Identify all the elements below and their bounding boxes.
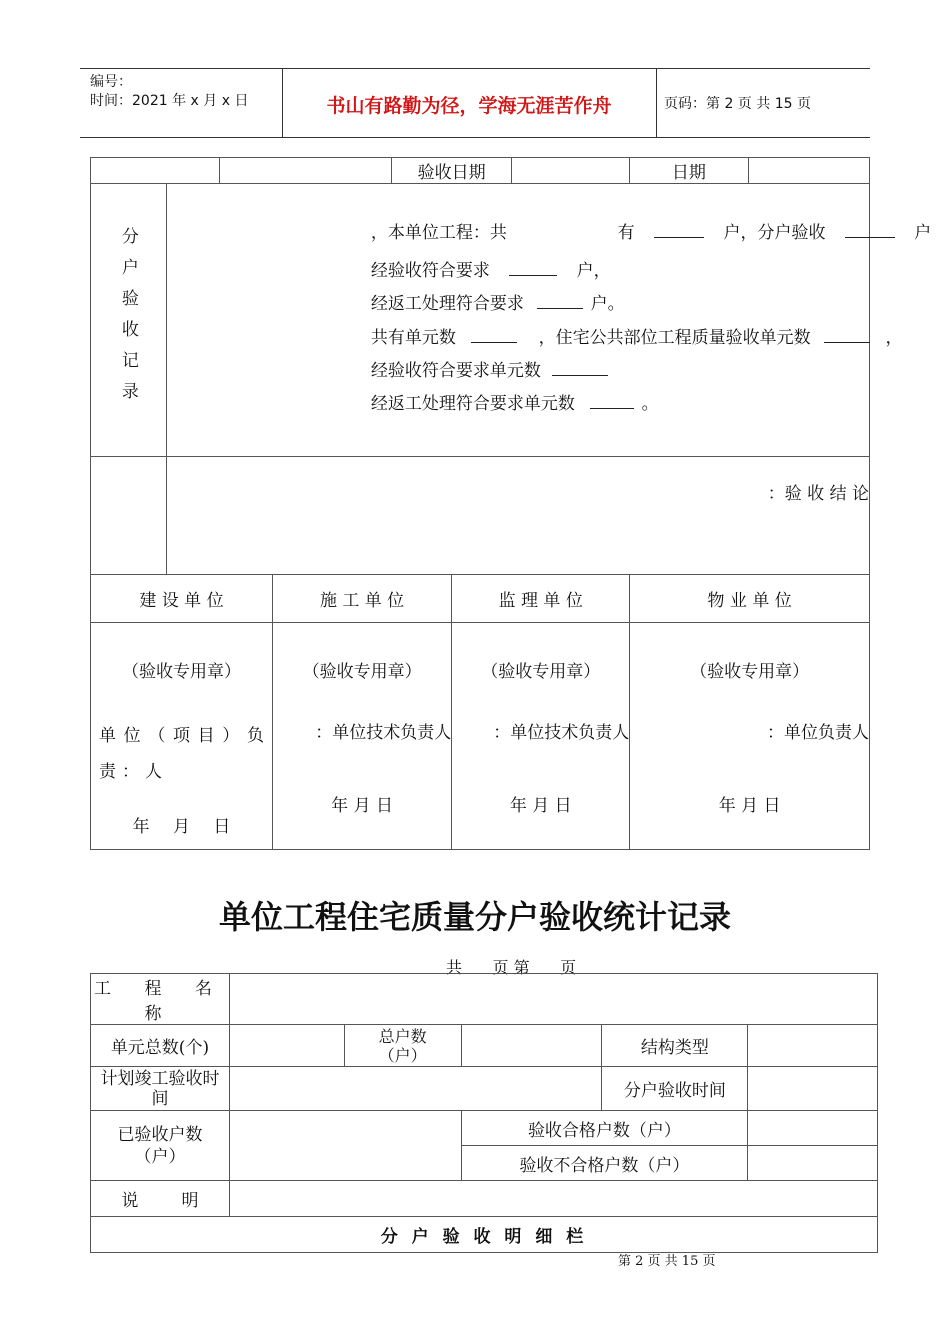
notes-value[interactable] xyxy=(229,1181,877,1217)
party-sign-cell[interactable] xyxy=(452,623,630,850)
record-section-label xyxy=(91,184,167,457)
form-title: 单位工程住宅质量分户验收统计记录 xyxy=(218,898,731,936)
planned-completion-label: 计划竣工验收时间 xyxy=(91,1067,230,1111)
blank-field[interactable] xyxy=(824,326,870,343)
blank-field[interactable] xyxy=(537,292,583,309)
text: 户 xyxy=(914,223,932,243)
acceptance-date-value[interactable] xyxy=(512,158,630,184)
household-acceptance-time-label: 分户验收时间 xyxy=(602,1067,748,1111)
signer-label: ：单位技术负责人 xyxy=(493,723,630,743)
notes-label: 说 明 xyxy=(91,1181,230,1217)
record-line-3 xyxy=(371,289,625,314)
text: 共有单元数 xyxy=(370,328,456,348)
qualified-value[interactable] xyxy=(748,1111,878,1146)
structure-type-value[interactable] xyxy=(748,1025,878,1067)
time-label: 时间：2021 年 x 月 x 日 xyxy=(90,93,249,109)
text: ， xyxy=(885,328,903,348)
party-name: 物 业 单 位 xyxy=(630,575,870,623)
detail-bar: 分 户 验 收 明 细 栏 xyxy=(91,1217,878,1253)
text: 有 xyxy=(617,223,635,243)
conclusion-label: ：验 收 结 论 xyxy=(767,484,869,504)
text: 户，分户验收 xyxy=(723,223,826,243)
party-name: 监 理 单 位 xyxy=(452,575,630,623)
unit-total-label: 单元总数(个) xyxy=(91,1025,230,1067)
page-count-line: 共 页 第 页 xyxy=(446,958,577,977)
party-sign-cell[interactable] xyxy=(630,623,870,850)
qualified-label: 验收合格户数（户） xyxy=(461,1111,748,1146)
record-line-2 xyxy=(371,256,611,281)
party-name: 建 设 单 位 xyxy=(91,575,273,623)
statistics-table xyxy=(90,973,878,1253)
seal-label: （验收专用章） xyxy=(481,662,601,682)
motto: 书山有路勤为径，学海无涯苦作舟 xyxy=(326,95,612,117)
header-divider xyxy=(656,69,657,137)
page-footer: 第 2 页 共 15 页 xyxy=(618,1254,716,1269)
text: ，住宅公共部位工程质量验收单元数 xyxy=(538,328,811,348)
blank-cell xyxy=(91,158,220,184)
signer-label: ：单位技术负责人 xyxy=(315,723,452,743)
blank-field[interactable] xyxy=(471,326,517,343)
conclusion-cell[interactable] xyxy=(166,457,869,575)
signer-label: ：单位负责人 xyxy=(767,723,869,743)
unqualified-label: 验收不合格户数（户） xyxy=(461,1146,748,1181)
date-value[interactable] xyxy=(748,158,869,184)
signer-label: 单位（项目）负责：人 xyxy=(99,726,270,782)
seal-label: （验收专用章） xyxy=(302,662,422,682)
unit-total-value[interactable] xyxy=(229,1025,344,1067)
accepted-households-value[interactable] xyxy=(229,1111,461,1181)
party-sign-cell[interactable] xyxy=(91,623,273,850)
date-label: 年 月 日 xyxy=(718,796,781,816)
acceptance-date-label: 验收日期 xyxy=(391,158,511,184)
seal-label: （验收专用章） xyxy=(121,662,241,682)
blank-field[interactable] xyxy=(552,359,608,376)
record-line-5 xyxy=(371,356,608,381)
blank-field[interactable] xyxy=(654,221,704,238)
household-total-value[interactable] xyxy=(461,1025,602,1067)
party-name: 施 工 单 位 xyxy=(272,575,451,623)
text: 经返工处理符合要求 xyxy=(370,294,524,314)
acceptance-record-table xyxy=(90,157,932,850)
page-header xyxy=(80,68,870,138)
text: 经验收符合要求 xyxy=(370,261,490,281)
project-name-label: 工 程 名 称 xyxy=(91,974,230,1025)
structure-type-label: 结构类型 xyxy=(602,1025,748,1067)
record-line-6 xyxy=(371,389,659,414)
blank-cell xyxy=(91,457,167,575)
unqualified-value[interactable] xyxy=(748,1146,878,1181)
household-total-label: 总户数（户） xyxy=(344,1025,461,1067)
party-sign-cell[interactable] xyxy=(272,623,451,850)
text: 。 xyxy=(641,394,659,414)
blank-field[interactable] xyxy=(509,259,557,276)
blank-field[interactable] xyxy=(845,221,895,238)
page-info: 页码：第 2 页 共 15 页 xyxy=(664,96,811,112)
blank-field[interactable] xyxy=(590,392,634,409)
text: ，本单位工程：共 xyxy=(370,223,507,243)
text: 经验收符合要求单元数 xyxy=(370,361,541,381)
project-name-value[interactable] xyxy=(229,974,877,1025)
household-acceptance-time-value[interactable] xyxy=(748,1067,878,1111)
accepted-households-label: 已验收户数（户） xyxy=(91,1111,230,1181)
record-line-4 xyxy=(371,323,903,348)
number-label: 编号： xyxy=(90,74,132,90)
planned-completion-value[interactable] xyxy=(229,1067,602,1111)
text: 户。 xyxy=(590,294,625,314)
date-label: 年 月 日 xyxy=(331,796,393,816)
header-meta xyxy=(90,73,248,111)
blank-cell xyxy=(220,158,392,184)
text: 户， xyxy=(576,261,611,281)
date-label: 日期 xyxy=(630,158,748,184)
date-label: 年 月 日 xyxy=(509,796,572,816)
date-label: 年 月 日 xyxy=(132,817,231,837)
record-body xyxy=(166,184,932,457)
record-line-1 xyxy=(371,218,931,243)
record-section-text: 分户验收记录 xyxy=(117,227,138,413)
seal-label: （验收专用章） xyxy=(690,662,810,682)
text: 经返工处理符合要求单元数 xyxy=(370,394,575,414)
